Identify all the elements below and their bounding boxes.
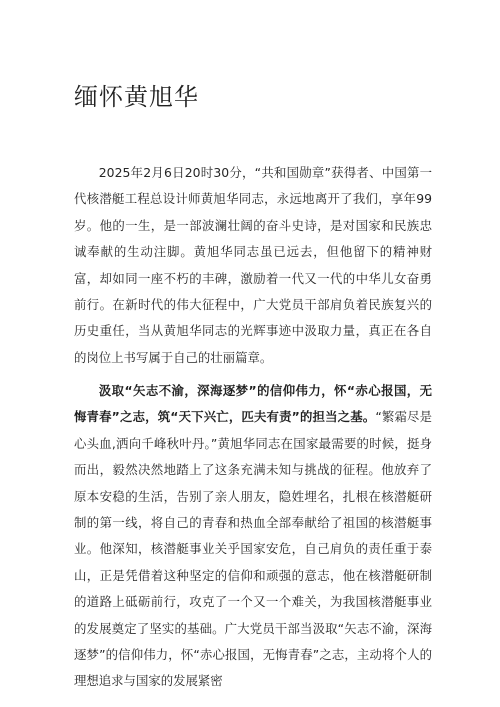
paragraph-intro: [74, 160, 432, 371]
paragraph-section-one: [74, 378, 432, 695]
paragraph-section-one-text: “繁霜尽是心头血,洒向千峰秋叶丹。”黄旭华同志在国家最需要的时候，挺身而出，毅然决然地踏上了这条充满未知与挑战的征程。他放弃了原本安稳的生活，告别了亲人朋友，隐姓埋名，扎根在核潜艇研制的第一线，将自己的青春和热血全部奉献给了祖国的核潜艇事业。他深知，核潜艇事业关乎国家安危，自己肩负的责任重于泰山，正是凭借着这种坚定的信仰和顽强的意志，他在核潜艇研制的道路上砥砺前行，攻克了一个又一个难关，为我国核潜艇事业的发展奠定了坚实的基础。广大党员干部当汲取“矢志不渝，深海逐梦”的信仰伟力，怀“赤心报国，无悔青春”之志，主动将个人的理想追求与国家的发展紧密: [74, 409, 432, 689]
paragraph-intro-text: 2025年2月6日20时30分，“共和国勋章”获得者、中国第一代核潜艇工程总设计师黄旭华同志，永远地离开了我们，享年99岁。他的一生，是一部波澜壮阔的奋斗史诗，是对国家和民族忠诚奉献的生动注脚。黄旭华同志虽已远去，但他留下的精神财富，却如同一座不朽的丰碑，激励着一代又一代的中华儿女奋勇前行。在新时代的伟大征程中，广大党员干部肩负着民族复兴的历史重任，当从黄旭华同志的光辉事迹中汲取力量，真正在各自的岗位上书写属于自己的壮丽篇章。: [74, 165, 432, 365]
paragraph-section-one-heading: 汲取“矢志不渝，深海逐梦”的信仰伟力，怀“赤心报国，无悔青春”之志，筑“天下兴亡，匹夫有责”的担当之基。: [74, 383, 432, 425]
article-title: 缅怀黄旭华: [74, 83, 199, 111]
